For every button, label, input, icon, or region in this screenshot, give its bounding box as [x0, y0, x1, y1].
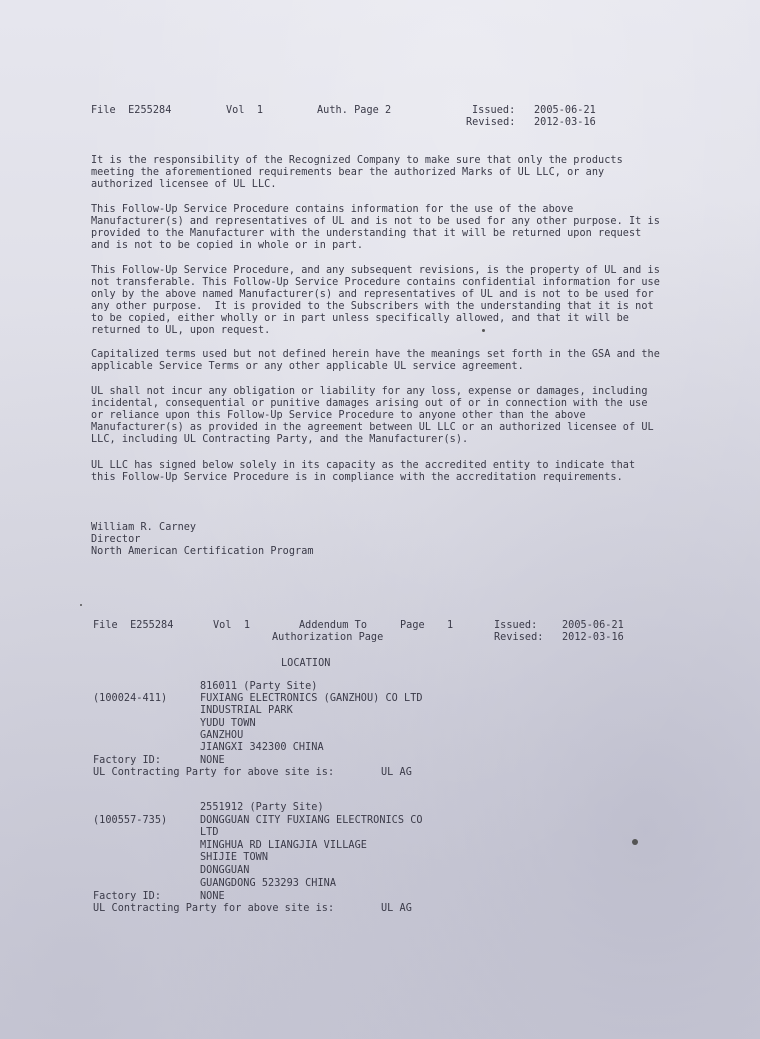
paragraph-line: not transferable. This Follow-Up Service Procedure contains confidential information for use: [91, 277, 660, 288]
paragraph-line: and is not to be copied in whole or in part.: [91, 240, 364, 251]
paragraph-line: UL shall not incur any obligation or liability for any loss, expense or damages, including: [91, 386, 648, 397]
address-line: YUDU TOWN: [200, 718, 256, 729]
factory-id-label: Factory ID:: [93, 755, 162, 766]
address-line: JIANGXI 342300 CHINA: [200, 742, 324, 753]
volume: Vol 1: [226, 105, 264, 116]
revised-date: 2012-03-16: [562, 632, 624, 643]
paragraph-line: incidental, consequential or punitive damages arising out of or in connection with the use: [91, 398, 648, 409]
contracting-party: UL AG: [381, 767, 412, 778]
paragraph-line: Manufacturer(s) and representatives of UL and is not to be used for any other purpose. It is: [91, 216, 660, 227]
paragraph-line: This Follow-Up Service Procedure contains information for the use of the above: [91, 204, 574, 215]
paragraph-line: LLC, including UL Contracting Party, and the Manufacturer(s).: [91, 434, 469, 445]
auth-page: Auth. Page 2: [317, 105, 392, 116]
paragraph-line: It is the responsibility of the Recognized Company to make sure that only the products: [91, 155, 623, 166]
revised-date: 2012-03-16: [534, 117, 596, 128]
address-line: GUANGDONG 523293 CHINA: [200, 878, 337, 889]
scan-speck: [632, 839, 638, 845]
contracting-party-label: UL Contracting Party for above site is:: [93, 903, 335, 914]
factory-id: NONE: [200, 891, 225, 902]
paragraph-line: only by the above named Manufacturer(s) and representatives of UL and is not to be used for: [91, 289, 654, 300]
signer-name: William R. Carney: [91, 522, 197, 533]
paragraph-line: UL LLC has signed below solely in its capacity as the accredited entity to indicate that: [91, 460, 636, 471]
scan-speck: [482, 329, 485, 332]
address-line: LTD: [200, 827, 219, 838]
site-code: (100557-735): [93, 815, 168, 826]
address-line: DONGGUAN: [200, 865, 250, 876]
paragraph-line: authorized licensee of UL LLC.: [91, 179, 277, 190]
address-line: MINGHUA RD LIANGJIA VILLAGE: [200, 840, 367, 851]
paragraph-line: applicable Service Terms or any other applicable UL service agreement.: [91, 361, 524, 372]
revised-label: Revised:: [494, 632, 544, 643]
paragraph-line: to be copied, either wholly or in part unless specifically allowed, and that it will be: [91, 313, 629, 324]
paragraph-line: Manufacturer(s) as provided in the agreement between UL LLC or an authorized licensee of UL: [91, 422, 654, 433]
factory-id-label: Factory ID:: [93, 891, 162, 902]
authorization-page-label: Authorization Page: [272, 632, 384, 643]
page-label: Page: [400, 620, 425, 631]
issued-label: Issued:: [472, 105, 516, 116]
paragraph-line: this Follow-Up Service Procedure is in compliance with the accreditation requirements.: [91, 472, 623, 483]
scan-speck: [80, 604, 82, 606]
paragraph-line: or reliance upon this Follow-Up Service Procedure to anyone other than the above: [91, 410, 586, 421]
signer-program: North American Certification Program: [91, 546, 314, 557]
address-line: GANZHOU: [200, 730, 244, 741]
paragraph-line: any other purpose. It is provided to the Subscribers with the understanding that it is not: [91, 301, 654, 312]
address-line: FUXIANG ELECTRONICS (GANZHOU) CO LTD: [200, 693, 423, 704]
party-site: 816011 (Party Site): [200, 681, 318, 692]
signer-title: Director: [91, 534, 141, 545]
site-code: (100024-411): [93, 693, 168, 704]
location-heading: LOCATION: [281, 658, 331, 669]
addendum-label: Addendum To: [299, 620, 368, 631]
address-line: SHIJIE TOWN: [200, 852, 269, 863]
issued-date: 2005-06-21: [562, 620, 624, 631]
issued-date: 2005-06-21: [534, 105, 596, 116]
paragraph-line: Capitalized terms used but not defined herein have the meanings set forth in the GSA and the: [91, 349, 660, 360]
file-number: File E255284: [93, 620, 174, 631]
volume: Vol 1: [213, 620, 251, 631]
paragraph-line: This Follow-Up Service Procedure, and any subsequent revisions, is the property of UL and is: [91, 265, 660, 276]
paragraph-line: meeting the aforementioned requirements bear the authorized Marks of UL LLC, or any: [91, 167, 605, 178]
issued-label: Issued:: [494, 620, 538, 631]
address-line: INDUSTRIAL PARK: [200, 705, 293, 716]
address-line: DONGGUAN CITY FUXIANG ELECTRONICS CO: [200, 815, 423, 826]
page-number: 1: [447, 620, 454, 631]
file-number: File E255284: [91, 105, 172, 116]
revised-label: Revised:: [466, 117, 516, 128]
party-site: 2551912 (Party Site): [200, 802, 324, 813]
factory-id: NONE: [200, 755, 225, 766]
contracting-party-label: UL Contracting Party for above site is:: [93, 767, 335, 778]
paragraph-line: returned to UL, upon request.: [91, 325, 271, 336]
paragraph-line: provided to the Manufacturer with the understanding that it will be returned upon request: [91, 228, 642, 239]
contracting-party: UL AG: [381, 903, 412, 914]
